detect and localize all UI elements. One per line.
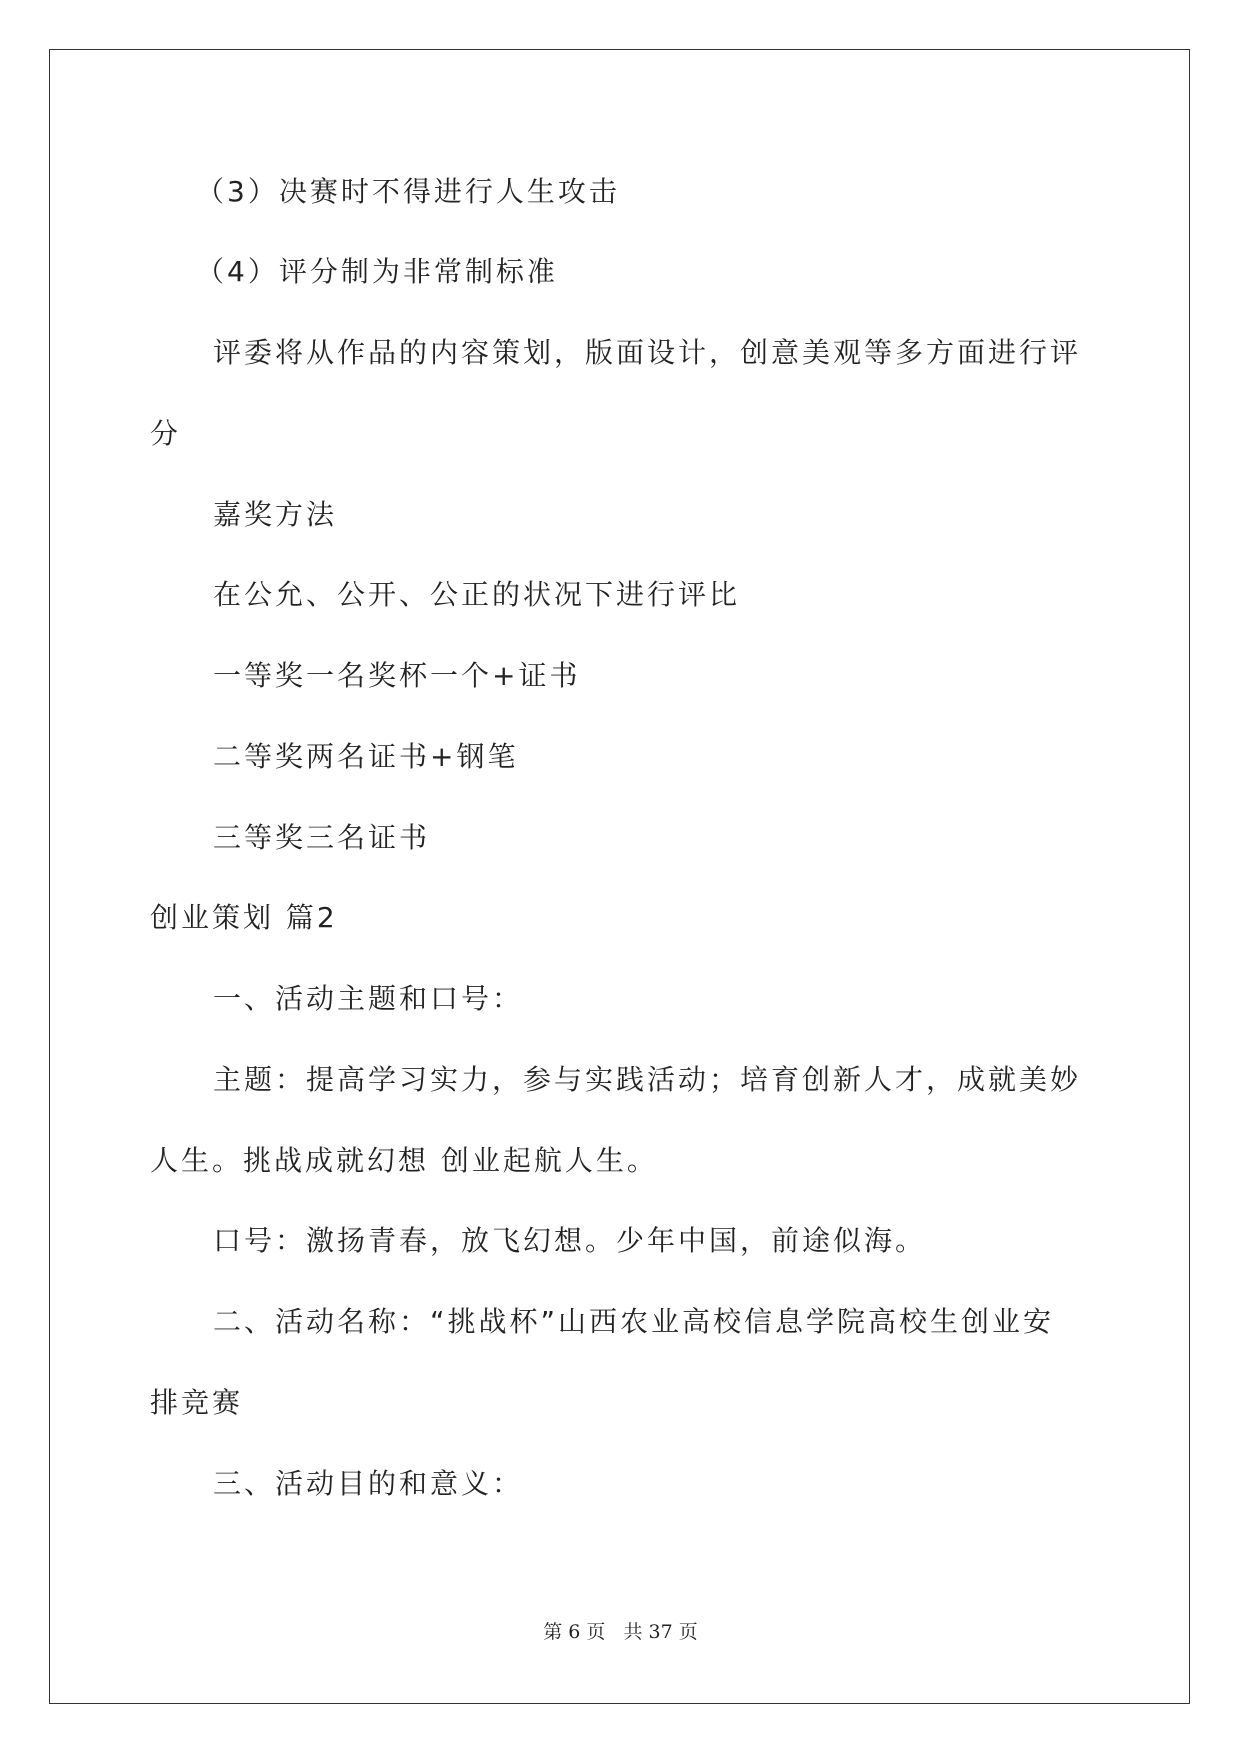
page-total: 共 37 页 <box>623 1621 698 1643</box>
prize-line: 二等奖两名证书+钢笔 <box>213 740 519 773</box>
text-line: （3）决赛时不得进行人生攻击 <box>196 175 620 208</box>
paragraph-line: 评委将从作品的内容策划，版面设计，创意美观等多方面进行评 <box>213 336 1082 369</box>
paragraph-line: 口号：激扬青春，放飞幻想。少年中国，前途似海。 <box>213 1224 927 1257</box>
paragraph-line: 二、活动名称：“挑战杯”山西农业高校信息学院高校生创业安 <box>213 1305 1055 1338</box>
text-line: 在公允、公开、公正的状况下进行评比 <box>213 578 741 611</box>
paragraph-line: 排竞赛 <box>150 1386 244 1419</box>
page-number: 第 6 页 <box>543 1621 606 1643</box>
paragraph-line: 分 <box>150 417 182 450</box>
prize-line: 三等奖三名证书 <box>213 821 431 854</box>
paragraph-line: 主题：提高学习实力，参与实践活动；培育创新人才，成就美妙 <box>213 1063 1082 1096</box>
section-heading: 嘉奖方法 <box>213 498 338 531</box>
section-title: 创业策划 篇2 <box>150 901 338 934</box>
section-heading: 一、活动主题和口号： <box>213 982 524 1015</box>
page-footer <box>0 1617 1241 1644</box>
page-border <box>49 49 1190 1704</box>
text-line: （4）评分制为非常制标准 <box>196 255 558 288</box>
prize-line: 一等奖一名奖杯一个+证书 <box>213 659 581 692</box>
section-heading: 三、活动目的和意义： <box>213 1467 524 1500</box>
paragraph-line: 人生。挑战成就幻想 创业起航人生。 <box>150 1144 658 1177</box>
